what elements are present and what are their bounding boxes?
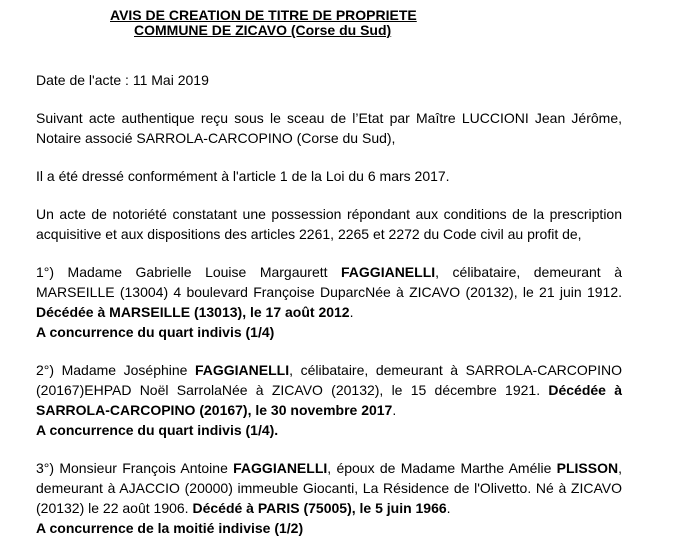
law-paragraph: Il a été dressé conformément à l'article 1 de la Loi du 6 mars 2017. [36, 168, 450, 184]
notice-document [36, 8, 622, 538]
person-1-death-end: . [349, 304, 354, 320]
notoriety-paragraph: Un acte de notoriété constatant une possession répondant aux conditions de la prescription acquisitive et aux dispositions des articles 2261, 2265 et 2272 du Code civil au profit de, [36, 206, 622, 242]
intro-paragraph: Suivant acte authentique reçu sous le sceau de l’Etat par Maître LUCCIONI Jean Jérôme, Notaire associé SARROLA-CARCOPINO (Corse du Sud), [36, 110, 622, 146]
person-2-details: , célibataire, demeurant à SARROLA-CARCOPINO (20167)EHPAD Noël SarrolaNée à ZICAVO (20132), le 15 décembre 1921. [36, 362, 622, 398]
person-3-paragraph [36, 458, 622, 538]
person-2-prefix: 2°) Madame Joséphine [36, 362, 195, 378]
person-2-death: Décédée à SARROLA-CARCOPINO (20167), le 30 novembre 2017 [36, 382, 622, 418]
person-3-death: Décédé à PARIS (75005), le 5 juin 1966 [192, 500, 447, 516]
person-3-prefix: 3°) Monsieur François Antoine [36, 460, 234, 476]
notice-title: AVIS DE CREATION DE TITRE DE PROPRIETE [110, 7, 417, 23]
person-3-details-a: , époux de Madame Marthe Amélie [327, 460, 557, 476]
person-3-share: A concurrence de la moitié indivise (1/2) [36, 520, 304, 536]
person-1-prefix: 1°) Madame Gabrielle Louise Margaurett [36, 264, 342, 280]
notice-subtitle: COMMUNE DE ZICAVO (Corse du Sud) [134, 22, 392, 38]
person-3-surname: FAGGIANELLI [233, 460, 328, 476]
person-2-share: A concurrence du quart indivis (1/4). [36, 422, 279, 438]
person-1-paragraph [36, 262, 622, 342]
act-date: Date de l'acte : 11 Mai 2019 [36, 72, 209, 88]
person-2-paragraph [36, 360, 622, 440]
person-1-details: , célibataire, demeurant à MARSEILLE (13004) 4 boulevard Françoise DuparcNée à ZICAVO (20132), le 21 juin 1912. [36, 264, 622, 300]
person-3-death-end: . [446, 500, 451, 516]
person-1-death: Décédée à MARSEILLE (13013), le 17 août 2012 [36, 304, 350, 320]
person-2-surname: FAGGIANELLI [195, 362, 290, 378]
person-1-share: A concurrence du quart indivis (1/4) [36, 324, 275, 340]
person-3-spouse-surname: PLISSON [556, 460, 619, 476]
person-3-details: , demeurant à AJACCIO (20000) immeuble Giocanti, La Résidence de l'Olivetto. Né à ZICAVO (20132) le 22 août 1906. [36, 460, 622, 516]
person-2-death-end: . [392, 402, 397, 418]
person-1-surname: FAGGIANELLI [341, 264, 436, 280]
